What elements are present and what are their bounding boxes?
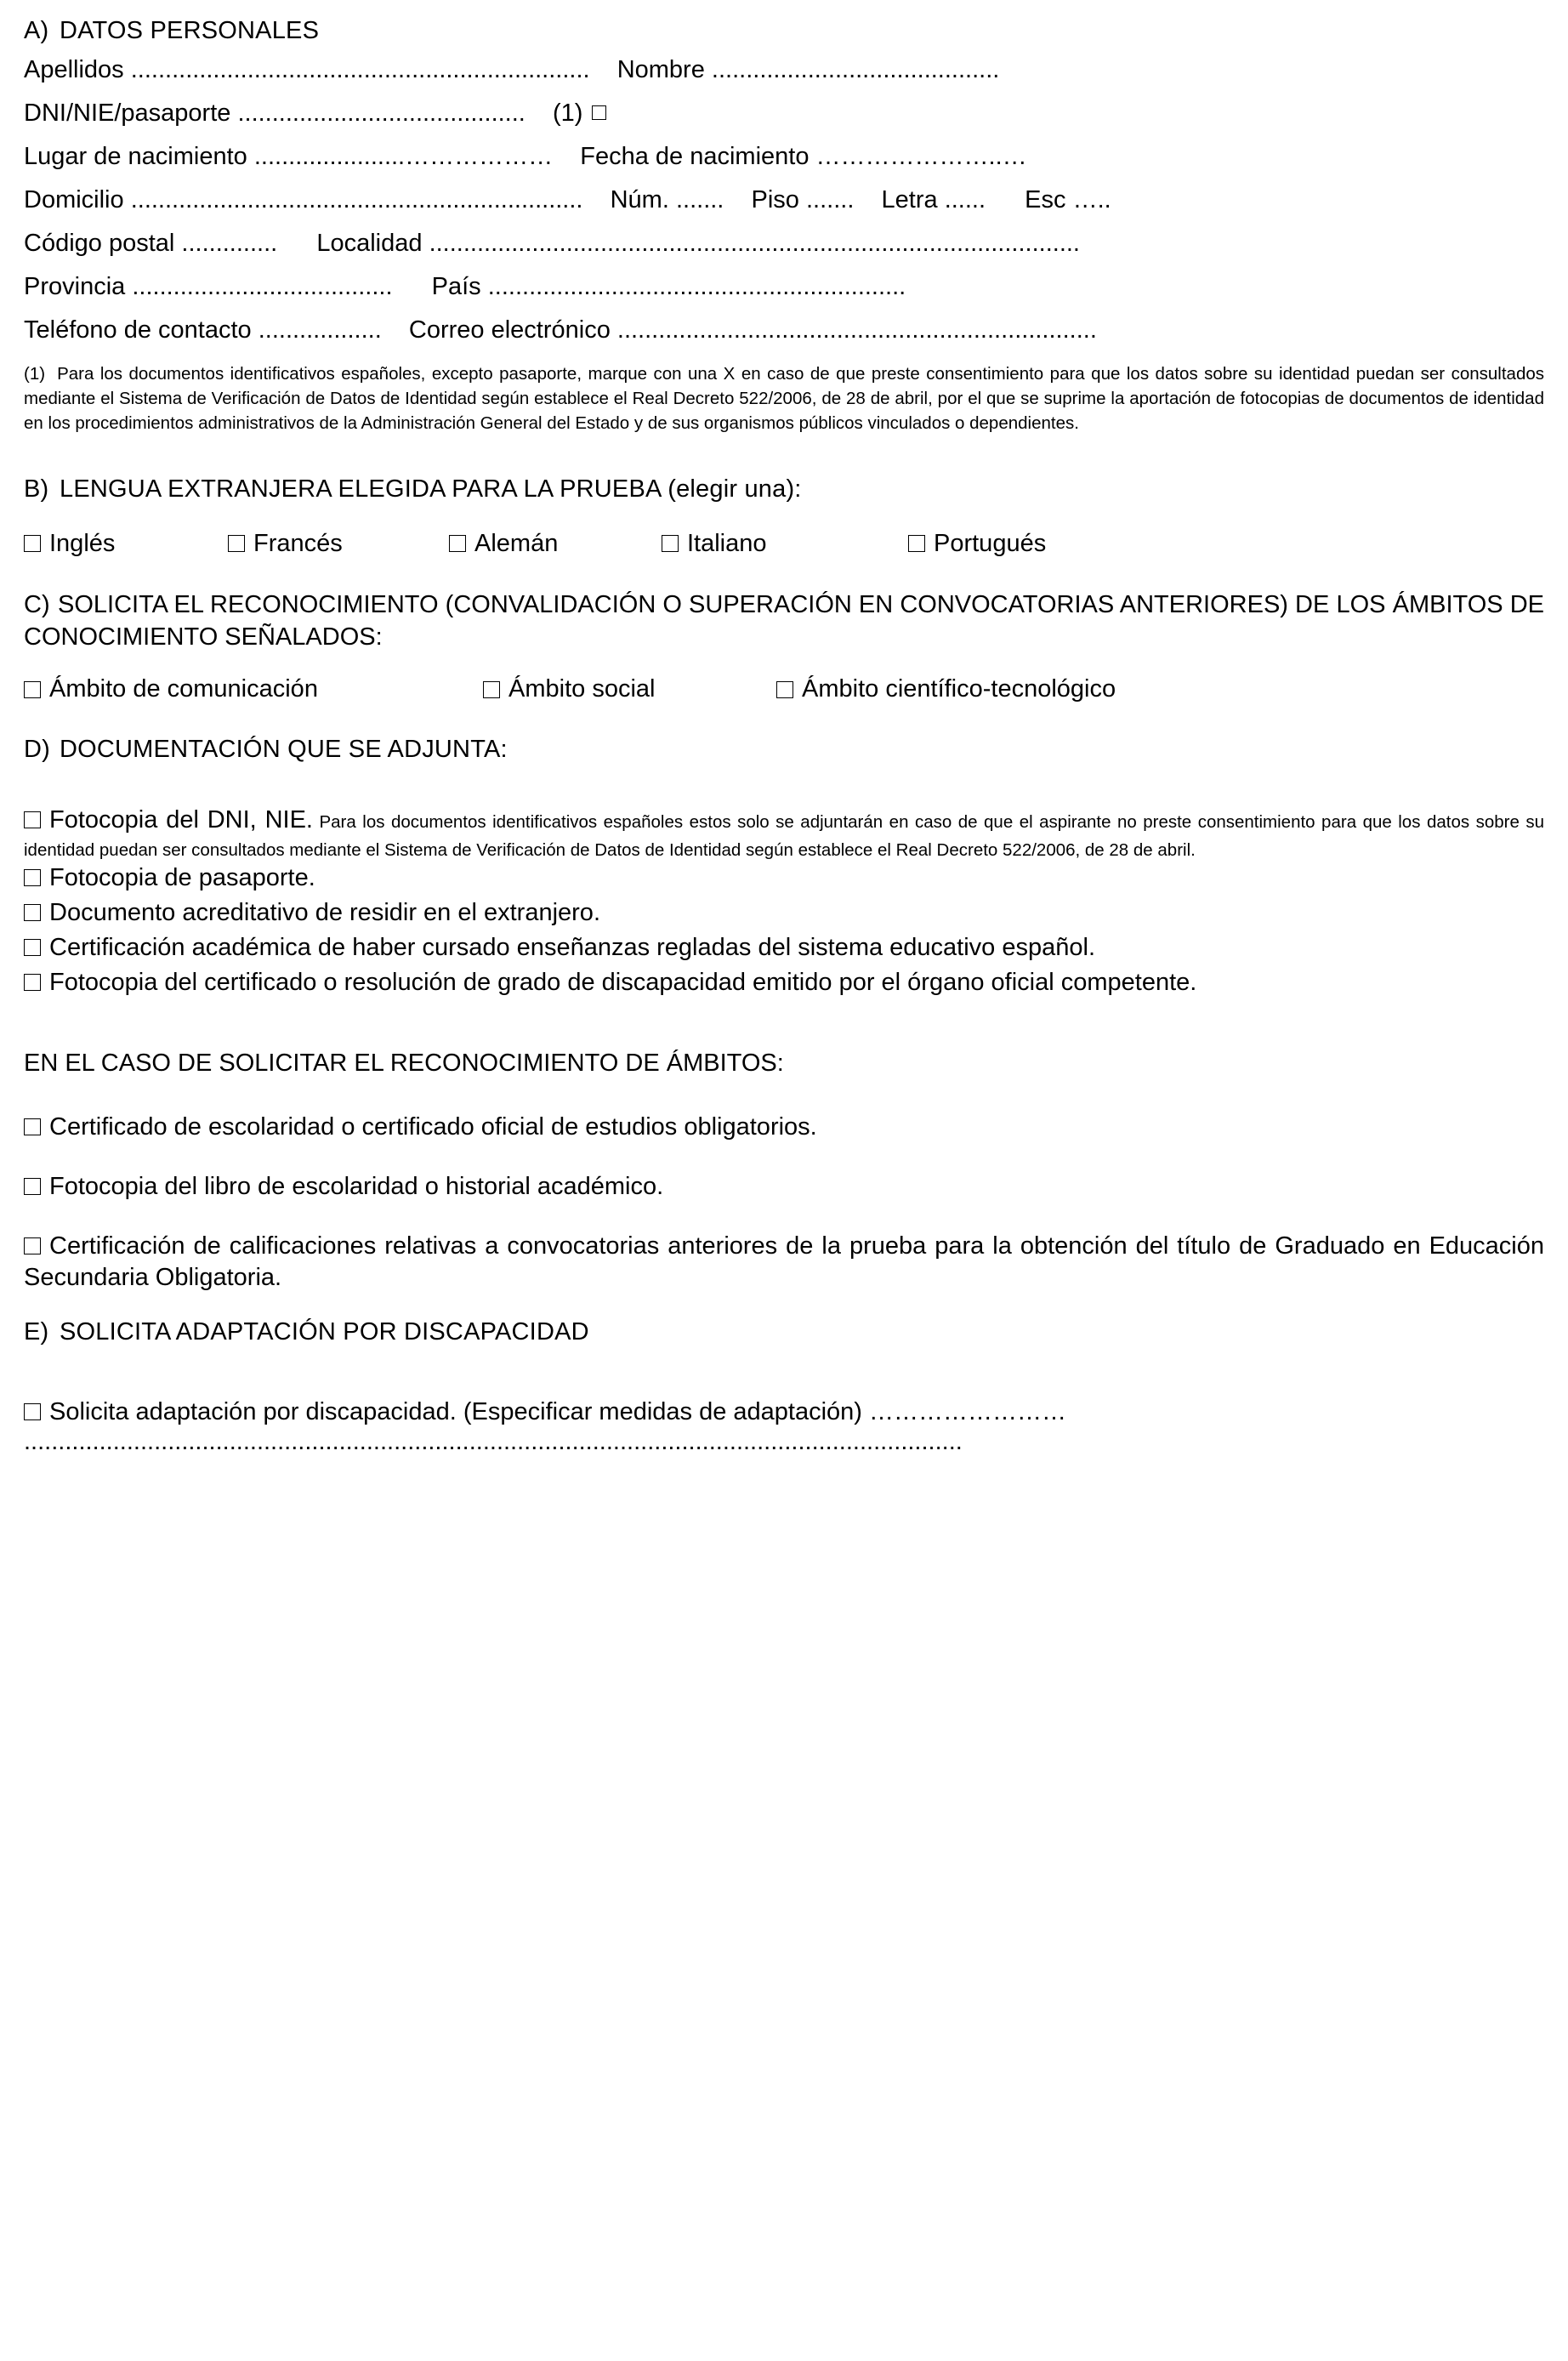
- section-b-title: LENGUA EXTRANJERA ELEGIDA PARA LA PRUEBA (elegir una):: [60, 475, 802, 503]
- adaptacion-input[interactable]: ……………………: [869, 1398, 1067, 1426]
- apellidos-input[interactable]: ...................................................................: [130, 56, 590, 84]
- document-label-pasaporte: Fotocopia de pasaporte.: [49, 863, 315, 891]
- document-item-residencia[interactable]: [24, 897, 1544, 929]
- section-b-letter: B): [24, 475, 49, 503]
- esc-label: Esc: [1025, 186, 1066, 214]
- section-d-title: DOCUMENTACIÓN QUE SE ADJUNTA:: [60, 736, 508, 764]
- ambito-option-social[interactable]: [483, 675, 776, 703]
- checkbox-ambito-cientifico[interactable]: [776, 681, 793, 698]
- section-c-title: SOLICITA EL RECONOCIMIENTO (CONVALIDACIÓN O SUPERACIÓN EN CONVOCATORIAS ANTERIORES) DE LOS ÁMBITOS DE CONOCIMIENTO SEÑALADOS:: [24, 590, 1544, 651]
- apellidos-label: Apellidos: [24, 56, 124, 84]
- checkbox-documento-residencia[interactable]: [24, 904, 41, 921]
- ambito-option-cientifico[interactable]: [776, 675, 1116, 703]
- reconocimiento-ambitos-title: EN EL CASO DE SOLICITAR EL RECONOCIMIENTO DE ÁMBITOS:: [24, 1050, 784, 1078]
- localidad-input[interactable]: ...............................................................................................: [429, 230, 1080, 258]
- language-option-portugues[interactable]: [908, 530, 1046, 558]
- caso-label-escolaridad: Certificado de escolaridad o certificado oficial de estudios obligatorios.: [49, 1113, 817, 1141]
- ambito-options: [24, 675, 1544, 703]
- telefono-input[interactable]: ..................: [258, 316, 382, 344]
- lugar-nacimiento-input[interactable]: ......................………………: [253, 143, 554, 171]
- checkbox-portugues[interactable]: [908, 535, 925, 552]
- dni-consent-checkbox[interactable]: [592, 105, 606, 120]
- ambito-label-social: Ámbito social: [508, 675, 656, 703]
- provincia-label: Provincia: [24, 273, 126, 301]
- pais-label: País: [431, 273, 481, 301]
- document-label-dni: Fotocopia del DNI, NIE.: [49, 805, 313, 833]
- piso-label: Piso: [751, 186, 799, 214]
- language-option-ingles[interactable]: [24, 530, 228, 558]
- field-codigo-postal-localidad: [24, 231, 1544, 256]
- documents-list: [24, 803, 1544, 999]
- checkbox-ingles[interactable]: [24, 535, 41, 552]
- localidad-label: Localidad: [316, 230, 423, 258]
- checkbox-certificado-escolaridad[interactable]: [24, 1118, 41, 1135]
- section-d-heading: [24, 734, 1544, 765]
- checkbox-fotocopia-dni[interactable]: [24, 811, 41, 828]
- section-b-heading: [24, 474, 1544, 504]
- field-telefono-correo: [24, 318, 1544, 343]
- esc-input[interactable]: …..: [1072, 186, 1111, 214]
- language-options: [24, 530, 1544, 558]
- fecha-nacimiento-input[interactable]: …………………..…: [815, 143, 1027, 171]
- section-a-letter: A): [24, 17, 49, 44]
- section-c-heading: [24, 589, 1544, 654]
- ambito-label-comunicacion: Ámbito de comunicación: [49, 675, 318, 703]
- footnote-text: Para los documentos identificativos españoles, excepto pasaporte, marque con una X en caso de que preste consentimiento para que los datos sobre su identidad puedan ser consultados mediante el Sistema de Verificación de Datos de Identidad según establece el Real Decreto 522/2006, de 28 de abril, por el que se suprime la aportación de fotocopias de documentos de identidad en los procedimientos administrativos de la Administración General del Estado y de sus organismos públicos vinculados o dependientes.: [24, 364, 1544, 434]
- dni-label: DNI/NIE/pasaporte: [24, 100, 231, 128]
- correo-input[interactable]: ......................................................................: [616, 316, 1097, 344]
- document-item-discapacidad[interactable]: [24, 967, 1544, 998]
- caso-item-libro-escolaridad[interactable]: [24, 1171, 1544, 1203]
- checkbox-solicita-adaptacion[interactable]: [24, 1403, 41, 1420]
- letra-label: Letra: [881, 186, 938, 214]
- codigo-postal-label: Código postal: [24, 230, 175, 258]
- field-dni: [24, 101, 1544, 126]
- section-e-heading: [24, 1317, 1544, 1347]
- lugar-nacimiento-label: Lugar de nacimiento: [24, 143, 247, 171]
- checkbox-certificacion-academica[interactable]: [24, 939, 41, 956]
- checkbox-libro-escolaridad[interactable]: [24, 1178, 41, 1195]
- language-label-frances: Francés: [253, 529, 343, 557]
- checkbox-italiano[interactable]: [662, 535, 679, 552]
- document-label-discapacidad: Fotocopia del certificado o resolución de grado de discapacidad emitido por el órgano oficial competente.: [49, 969, 1197, 997]
- domicilio-input[interactable]: ..................................................................: [130, 186, 583, 214]
- document-item-pasaporte[interactable]: [24, 862, 1544, 894]
- ambito-label-cientifico: Ámbito científico-tecnológico: [802, 675, 1116, 703]
- caso-label-calificaciones: Certificación de calificaciones relativas a convocatorias anteriores de la prueba para la obtención del título de Graduado en Educación Secundaria Obligatoria.: [24, 1232, 1544, 1292]
- document-label-certificacion-academica: Certificación académica de haber cursado enseñanzas regladas del sistema educativo español.: [49, 934, 1096, 962]
- nombre-label: Nombre: [616, 56, 705, 84]
- checkbox-ambito-comunicacion[interactable]: [24, 681, 41, 698]
- checkbox-fotocopia-pasaporte[interactable]: [24, 869, 41, 886]
- language-label-aleman: Alemán: [474, 529, 559, 557]
- letra-input[interactable]: ......: [944, 186, 986, 214]
- caso-label-libro-escolaridad: Fotocopia del libro de escolaridad o historial académico.: [49, 1173, 664, 1201]
- document-note-dni: Para los documentos identificativos españoles estos solo se adjuntarán en caso de que el aspirante no preste consentimiento para que los datos sobre su identidad puedan ser consultados mediante el Sistema de Verificación de Datos de Identidad según establece el Real Decreto 522/2006, de 28 de abril.: [24, 811, 1544, 860]
- language-label-portugues: Portugués: [934, 529, 1047, 557]
- field-lugar-fecha-nacimiento: [24, 145, 1544, 169]
- field-provincia-pais: [24, 275, 1544, 299]
- section-a-title: DATOS PERSONALES: [60, 17, 320, 44]
- document-item-certificacion-academica[interactable]: [24, 932, 1544, 964]
- nombre-input[interactable]: ..........................................: [711, 56, 1000, 84]
- checkbox-certificado-discapacidad[interactable]: [24, 974, 41, 991]
- language-option-italiano[interactable]: [662, 530, 908, 558]
- caso-item-escolaridad[interactable]: [24, 1112, 1544, 1144]
- dni-footnote-ref: (1): [552, 100, 583, 128]
- language-label-italiano: Italiano: [687, 529, 767, 557]
- checkbox-ambito-social[interactable]: [483, 681, 500, 698]
- codigo-postal-input[interactable]: ..............: [181, 230, 278, 258]
- language-option-frances[interactable]: [228, 530, 449, 558]
- section-a-footnote: [24, 361, 1544, 435]
- adaptacion-input-continuation[interactable]: .........................................................................................................................................: [24, 1428, 963, 1456]
- correo-label: Correo electrónico: [408, 316, 611, 344]
- language-option-aleman[interactable]: [449, 530, 662, 558]
- telefono-label: Teléfono de contacto: [24, 316, 252, 344]
- dni-input[interactable]: ..........................................: [237, 100, 526, 128]
- fecha-nacimiento-label: Fecha de nacimiento: [580, 143, 810, 171]
- caso-item-calificaciones[interactable]: [24, 1231, 1544, 1294]
- piso-input[interactable]: .......: [805, 186, 855, 214]
- checkbox-aleman[interactable]: [449, 535, 466, 552]
- document-label-residencia: Documento acreditativo de residir en el extranjero.: [49, 899, 600, 926]
- adaptacion-item[interactable]: [24, 1397, 1544, 1429]
- field-apellidos-nombre: [24, 58, 1544, 82]
- ambito-option-comunicacion[interactable]: [24, 675, 483, 703]
- adaptacion-label: Solicita adaptación por discapacidad. (Especificar medidas de adaptación): [49, 1398, 862, 1426]
- document-item-dni[interactable]: [24, 803, 1544, 862]
- section-c-letter: C): [24, 590, 50, 618]
- domicilio-label: Domicilio: [24, 186, 124, 214]
- section-e-title: SOLICITA ADAPTACIÓN POR DISCAPACIDAD: [60, 1318, 589, 1346]
- section-a-heading: [24, 15, 1544, 46]
- checkbox-certificacion-calificaciones[interactable]: [24, 1237, 41, 1254]
- section-e-letter: E): [24, 1318, 49, 1346]
- field-domicilio: [24, 188, 1544, 213]
- language-label-ingles: Inglés: [49, 529, 116, 557]
- num-label: Núm.: [610, 186, 669, 214]
- footnote-number: (1): [24, 364, 46, 384]
- provincia-input[interactable]: ......................................: [132, 273, 393, 301]
- checkbox-frances[interactable]: [228, 535, 245, 552]
- section-d-letter: D): [24, 736, 51, 764]
- num-input[interactable]: .......: [675, 186, 724, 214]
- pais-input[interactable]: .............................................................: [487, 273, 906, 301]
